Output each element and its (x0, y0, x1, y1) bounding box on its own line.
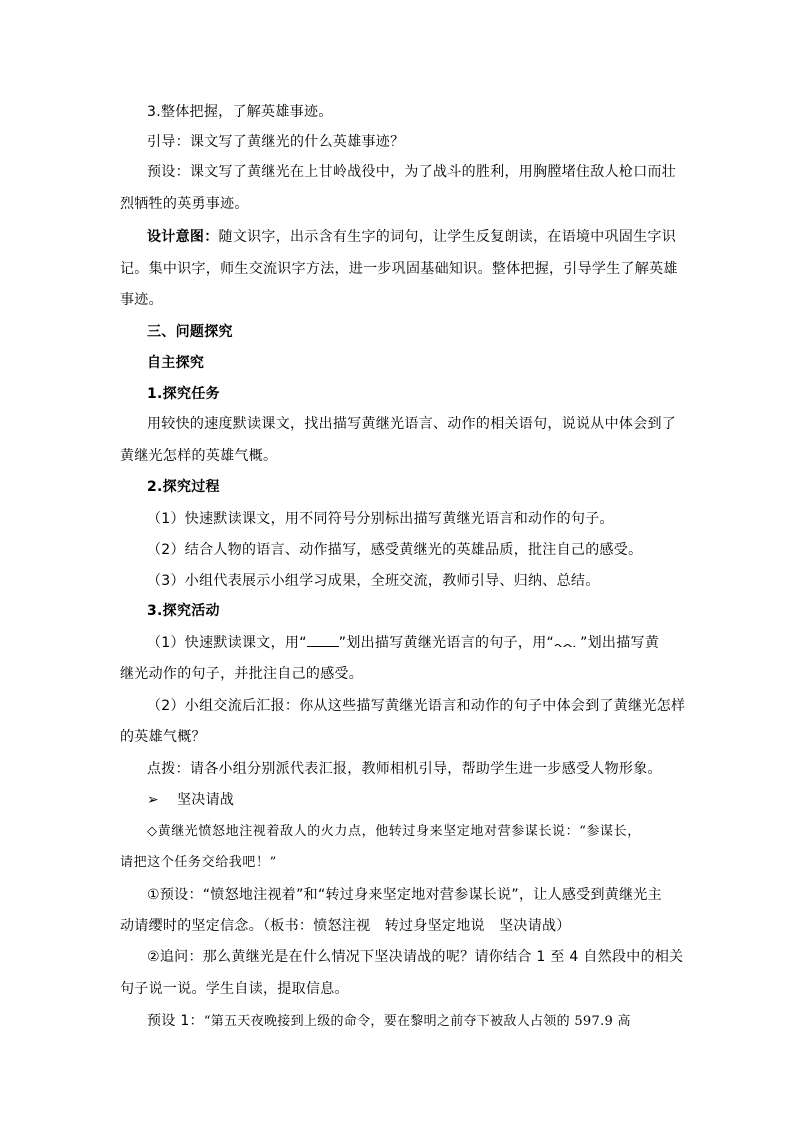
process-item-2: （2）结合人物的语言、动作描写，感受黄继光的英雄品质，批注自己的感受。 (147, 542, 643, 558)
inquiry-task-line-2: 黄继光怎样的英雄气概。 (120, 448, 278, 464)
activity-text-b: ”划出描写黄继光语言的句子，用“ (338, 635, 555, 651)
preset-1-quote-line (147, 1012, 707, 1031)
inquiry-task-line-1: 用较快的速度默读课文，找出描写黄继光语言、动作的相关语句，说说从中体会到了 (147, 416, 677, 432)
activity-item-2-line-1: （2）小组交流后汇报：你从这些描写黄继光语言和动作的句子中体会到了黄继光怎样 (147, 698, 686, 714)
activity-text-c: ”划出描写黄 (580, 635, 660, 651)
design-intent-line-1 (147, 228, 707, 246)
preset-1-line-2: 动请缨时的坚定信念。（板书：愤怒注视 转过身坚定地说 坚决请战） (120, 918, 571, 934)
guide-question: 引导：课文写了黄继光的什么英雄事迹？ (147, 134, 405, 150)
activity-item-2-line-2: 的英雄气概？ (120, 729, 206, 745)
inquiry-activity-heading: 3.探究活动 (147, 603, 220, 619)
sub-topic-resolute-request (147, 791, 707, 809)
quote-line-1: ◇黄继光愤怒地注视着敌人的火力点，他转过身来坚定地对营参谋长说：“参谋长， (147, 824, 641, 839)
preset-answer-line-2: 烈牺牲的英勇事迹。 (120, 196, 249, 212)
design-intent-text: 随文识字，出示含有生字的词句，让学生反复朗读，在语境中巩固生字识 (218, 229, 677, 245)
inquiry-task-heading: 1.探究任务 (147, 386, 220, 402)
straight-underline-symbol (307, 634, 339, 647)
process-item-3: （3）小组代表展示小组学习成果，全班交流，教师引导、归纳、总结。 (147, 573, 600, 589)
inquiry-process-heading: 2.探究过程 (147, 479, 220, 495)
preset-1-line-1: ①预设：“愤怒地注视着”和“转过身来坚定地对营参谋长说”，让人感受到黄继光主 (147, 887, 662, 903)
process-item-1: （1）快速默读课文，用不同符号分别标出描写黄继光语言和动作的句子。 (147, 511, 614, 527)
step-3-heading: 3.整体把握，了解英雄事迹。 (147, 104, 333, 120)
preset-answer-line-1: 预设：课文写了黄继光在上甘岭战役中，为了战斗的胜利，用胸膛堵住敌人枪口而壮 (147, 164, 677, 180)
follow-up-line-1: ②追问：那么黄继光是在什么情况下坚决请战的呢？请你结合 1 至 4 自然段中的相关 (147, 949, 684, 965)
activity-item-1-line-1 (147, 634, 707, 652)
follow-up-line-2: 句子说一说。学生自读，提取信息。 (120, 981, 349, 997)
sub-topic-label: 坚决请战 (177, 792, 235, 808)
preset-1-quote: “第五天夜晚接到上级的命令，要在黎明之前夺下被敌人占领的 597.9 高 (203, 1014, 631, 1029)
activity-item-1-line-2: 继光动作的句子，并批注自己的感受。 (120, 666, 364, 682)
subheading-self-inquiry: 自主探究 (147, 355, 205, 371)
design-intent-line-3: 事迹。 (120, 292, 163, 308)
design-intent-label: 设计意图： (147, 229, 219, 245)
arrow-bullet-icon: ➢ (147, 792, 160, 808)
wavy-underline-symbol (554, 635, 580, 647)
design-intent-line-2: 记。集中识字，师生交流识字方法，进一步巩固基础知识。整体把握，引导学生了解英雄 (120, 261, 678, 277)
section-heading-inquiry: 三、问题探究 (147, 324, 233, 340)
activity-text-a: （1）快速默读课文，用“ (147, 635, 307, 651)
quote-line-2: 请把这个任务交给我吧！” (120, 855, 277, 870)
guidance-note: 点拨：请各小组分别派代表汇报，教师相机引导，帮助学生进一步感受人物形象。 (147, 761, 662, 777)
preset-1-label: 预设 1： (147, 1013, 204, 1029)
